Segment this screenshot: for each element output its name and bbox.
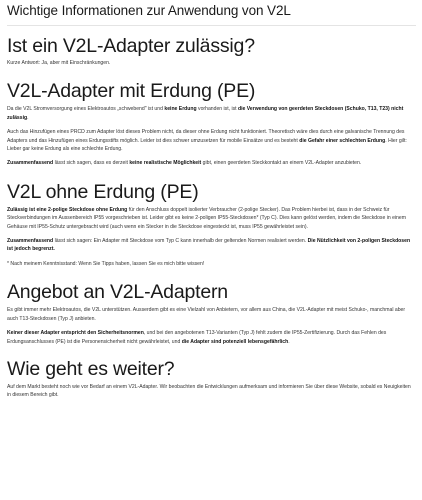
section-without-earthing: [7, 181, 416, 268]
section-heading: V2L ohne Erdung (PE): [7, 180, 199, 203]
short-answer-paragraph: Kurze Antwort: Ja, aber mit Einschränkungen.: [7, 60, 111, 66]
section-whats-next: [7, 358, 416, 400]
paragraph: Auch das Hinzufügen eines PRCD zum Adapter löst dieses Problem nicht, da dieser ohne Erdung nicht funktioniert. Theoretisch wäre dies durch eine galvanische Trennung des Adapters und das Hinzufügen eines Erdungsstifts möglich. Leider ist dies schwer umzusetzen für mobile Einsätze und es besteht die Gefahr einer schlechten Erdung. Hier gilt: Lieber gar keine Erdung als eine schlechte Erdung.: [7, 129, 407, 153]
section-heading: Angebot an V2L-Adaptern: [7, 281, 228, 304]
section-adapter-offer: [7, 281, 416, 346]
section-heading: V2L-Adapter mit Erdung (PE): [7, 80, 256, 103]
paragraph: Auf dem Markt besteht noch wie vor Bedarf an einem V2L-Adapter. Wir beobachten die Entwicklungen aufmerksam und informieren Sie über diese Website, sobald es Neuigkeiten in diesem Bereich gibt.: [7, 383, 411, 399]
summary-paragraph: Zusammenfassend lässt sich sagen: Ein Adapter mit Steckdose vom Typ C kann innerhalb der geltenden Normen realisiert werden. Die Nützlichkeit von 2-poligen Steckdosen ist jedoch begrenzt.: [7, 238, 411, 253]
page-title: Wichtige Informationen zur Anwendung von V2L: [7, 3, 291, 18]
section-adapter-allowed: [7, 35, 416, 67]
section-heading: Ist ein V2L-Adapter zulässig?: [7, 35, 255, 57]
footnote: * Nach meinem Kenntnisstand: Wenn Sie Tipps haben, lassen Sie es mich bitte wissen!: [7, 260, 205, 267]
section-heading: Wie geht es weiter?: [7, 357, 175, 380]
paragraph: Da die V2L Stromversorgung eines Elektroautos „schwebend" ist und keine Erdung vorhanden ist, ist die Verwendung von geerdeten Steckdosen (Schuko, T13, T23) nicht zulässig.: [7, 106, 404, 121]
title-divider: [7, 25, 416, 26]
paragraph: Zulässig ist eine 2-polige Steckdose ohne Erdung für den Anschluss doppelt isolierter Verbraucher (2-polige Stecker). Das Problem hierbei ist, dass in der Schweiz für Steckverbindungen im Aussenbereich IP55 vorgeschrieben ist. Leider gibt es keine 2-poligen IP55-Steckdosen* (Typ C). Dies kann gelöst werden, indem die Steckdose in einem Gehäuse mit IP55-Schutz untergebracht wird (auch wenn ein Stecker in die Steckdose eingesteckt ist, muss IP55 gewährleistet sein).: [7, 206, 406, 230]
section-adapter-with-earthing: [7, 80, 416, 167]
summary-paragraph: Zusammenfassend lässt sich sagen, dass es derzeit keine realistische Möglichkeit gibt, einen geerdeten Steckkontakt an einem V2L-Adapter anzubieten.: [7, 160, 362, 167]
paragraph: Keiner dieser Adapter entspricht den Sicherheitsnormen, und bei den angebotenen T13-Varianten (Typ J) fehlt zudem die IP55-Zertifizierung. Durch das Fehlen des Erdungsanschlusses (PE) ist die Personensicherheit nicht gewährleistet, und die Adapter sind potenziell lebensgefährlich.: [7, 330, 387, 345]
paragraph: Es gibt immer mehr Elektroautos, die V2L unterstützen. Ausserdem gibt es eine Vielzahl von Anbietern, vor allem aus China, die V2L-Adapter mit meist Schuko-, manchmal aber auch T13-Steckdosen (Typ J) anbieten.: [7, 307, 406, 322]
